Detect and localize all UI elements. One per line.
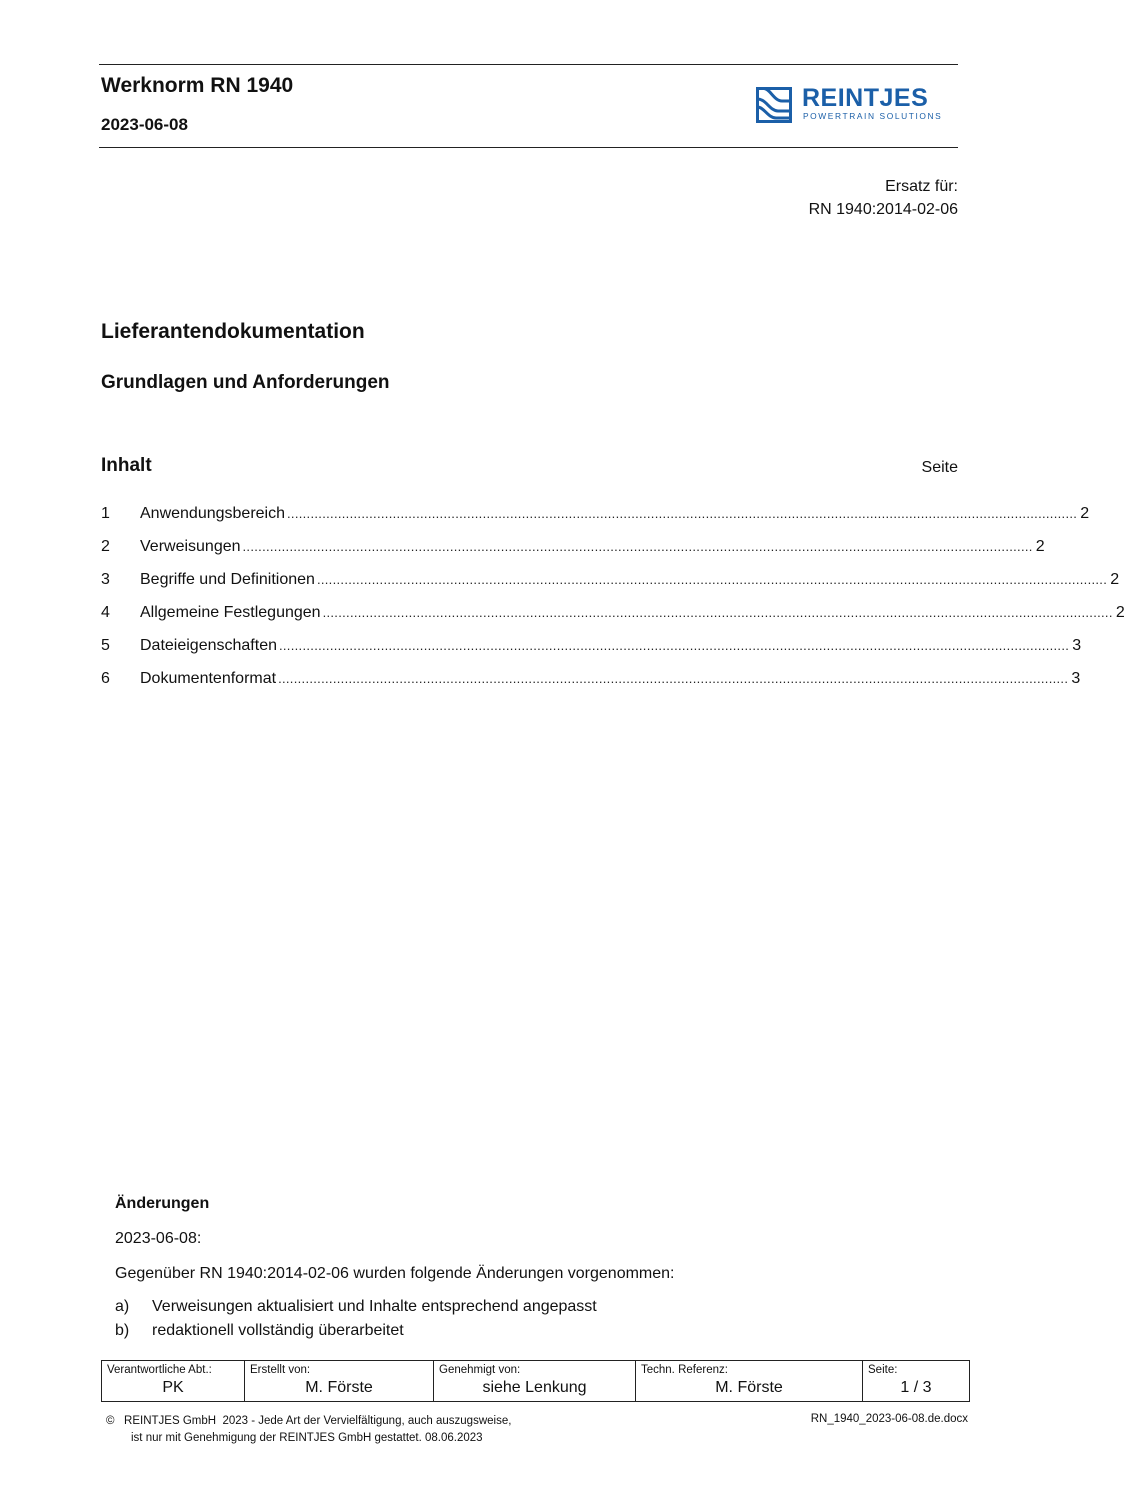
toc-entry-page: 2 <box>1110 571 1120 588</box>
cell-header: Techn. Referenz: <box>641 1364 728 1376</box>
toc-entry[interactable] <box>101 538 1045 571</box>
toc-title: Inhalt <box>101 455 152 476</box>
changes-title: Änderungen <box>115 1195 210 1212</box>
list-item-label: b) <box>115 1322 130 1339</box>
list-item <box>115 1322 597 1346</box>
cell-header: Seite: <box>868 1364 898 1376</box>
page-number-cell <box>863 1361 970 1402</box>
header-bottom-rule <box>99 147 958 148</box>
toc-entry-number: 1 <box>101 505 110 522</box>
toc-entry-page: 2 <box>1080 505 1090 522</box>
list-item-text: redaktionell vollständig überarbeitet <box>152 1322 404 1339</box>
responsible-department-cell <box>102 1361 245 1402</box>
document-info-table <box>101 1360 970 1402</box>
approved-by-cell <box>434 1361 636 1402</box>
cell-value: M. Förste <box>715 1379 783 1396</box>
toc-entry-number: 3 <box>101 571 110 588</box>
company-logo <box>756 84 958 123</box>
copyright-line-1: © REINTJES GmbH 2023 - Jede Art der Vervielfältigung, auch auszugsweise, <box>106 1415 512 1427</box>
cell-header: Genehmigt von: <box>439 1364 521 1376</box>
toc-leader-dots: .......................................................................................................................................................................................................... <box>316 572 1108 587</box>
logo-tagline: POWERTRAIN SOLUTIONS <box>803 111 943 121</box>
cell-header: Erstellt von: <box>250 1364 311 1376</box>
toc-entry-label: Anwendungsbereich <box>140 505 285 522</box>
toc-entry-page: 3 <box>1071 670 1081 687</box>
main-title: Lieferantendokumentation <box>101 320 365 343</box>
header-top-rule <box>99 64 958 65</box>
changes-date: 2023-06-08: <box>115 1230 202 1247</box>
cell-value: PK <box>162 1379 184 1396</box>
toc-leader-dots: .......................................................................................................................................................................................................... <box>278 671 1069 686</box>
logo-wordmark: REINTJES <box>802 84 929 112</box>
toc-entry-label: Verweisungen <box>140 538 241 555</box>
list-item-text: Verweisungen aktualisiert und Inhalte entsprechend angepasst <box>152 1298 597 1315</box>
toc-entry[interactable] <box>101 670 1081 703</box>
toc-entry-label: Begriffe und Definitionen <box>140 571 315 588</box>
cell-header: Verantwortliche Abt.: <box>107 1364 212 1376</box>
toc-entry[interactable] <box>101 571 1120 604</box>
toc-entry-label: Allgemeine Festlegungen <box>140 604 321 621</box>
replaces-block <box>809 175 958 221</box>
toc-entry-page: 2 <box>1035 538 1045 555</box>
toc-entry-label: Dateieigenschaften <box>140 637 277 654</box>
footer-copyright <box>106 1413 511 1447</box>
footer-filename: RN_1940_2023-06-08.de.docx <box>810 1413 968 1425</box>
toc-page-header: Seite <box>921 459 958 476</box>
toc-entry[interactable] <box>101 604 1125 637</box>
toc-leader-dots: .......................................................................................................................................................................................................... <box>287 506 1078 521</box>
table-of-contents <box>101 505 1125 703</box>
toc-entry-page: 3 <box>1072 637 1082 654</box>
toc-entry-label: Dokumentenformat <box>140 670 277 687</box>
toc-leader-dots: .......................................................................................................................................................................................................... <box>278 638 1070 653</box>
cell-value: M. Förste <box>305 1379 373 1396</box>
technical-reference-cell <box>636 1361 863 1402</box>
toc-entry[interactable] <box>101 505 1090 538</box>
toc-entry-number: 6 <box>101 670 110 687</box>
cell-value: siehe Lenkung <box>482 1379 587 1396</box>
cell-value: 1 / 3 <box>900 1379 932 1396</box>
replaces-value: RN 1940:2014-02-06 <box>808 201 958 218</box>
toc-entry[interactable] <box>101 637 1082 670</box>
toc-leader-dots: .......................................................................................................................................................................................................... <box>322 605 1113 620</box>
subtitle: Grundlagen und Anforderungen <box>101 372 390 393</box>
toc-entry-number: 5 <box>101 637 110 654</box>
changes-list <box>115 1298 597 1346</box>
list-item <box>115 1298 597 1322</box>
table-row <box>102 1361 970 1402</box>
toc-entry-number: 4 <box>101 604 110 621</box>
replaces-label: Ersatz für: <box>885 178 958 195</box>
logo-mark-icon <box>756 87 794 123</box>
toc-leader-dots: .......................................................................................................................................................................................................... <box>242 539 1033 554</box>
changes-intro: Gegenüber RN 1940:2014-02-06 wurden folgende Änderungen vorgenommen: <box>115 1265 675 1282</box>
created-by-cell <box>245 1361 434 1402</box>
copyright-line-2: ist nur mit Genehmigung der REINTJES GmbH gestattet. 08.06.2023 <box>131 1432 483 1444</box>
document-date: 2023-06-08 <box>101 115 188 134</box>
toc-entry-page: 2 <box>1115 604 1125 621</box>
list-item-label: a) <box>115 1298 130 1315</box>
document-title: Werknorm RN 1940 <box>101 74 294 97</box>
toc-entry-number: 2 <box>101 538 110 555</box>
